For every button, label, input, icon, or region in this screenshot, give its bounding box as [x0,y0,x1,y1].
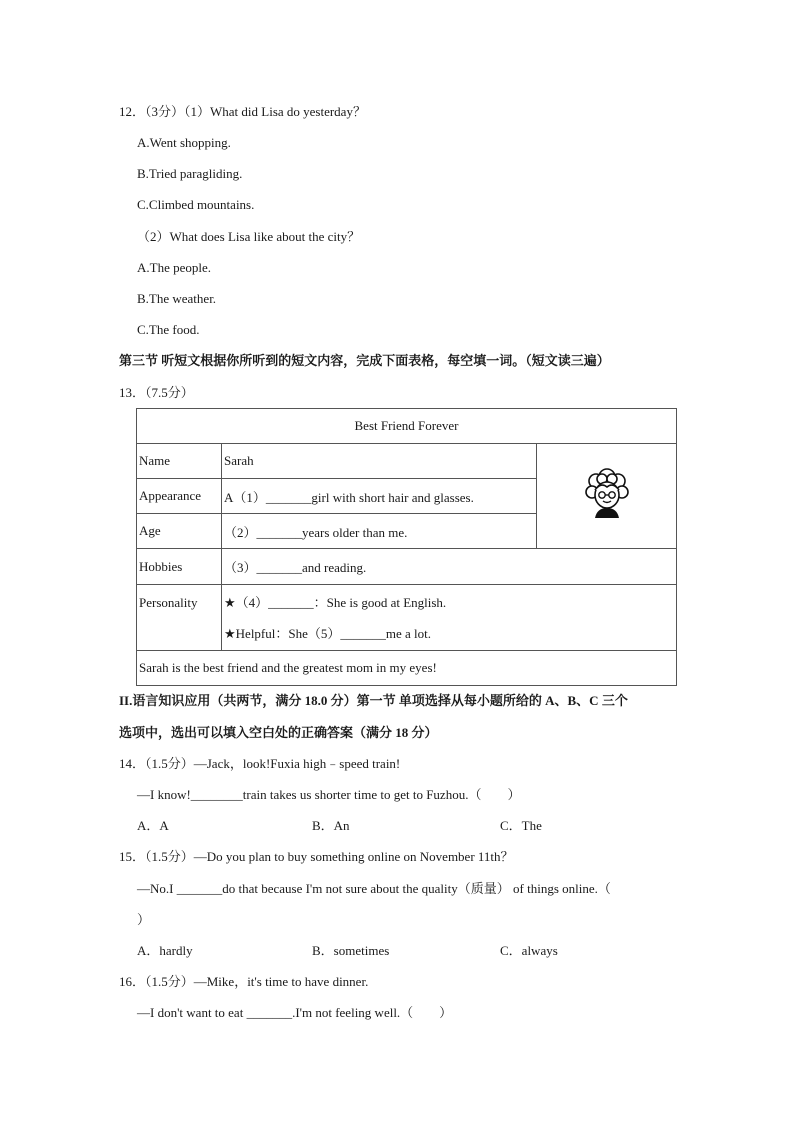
table-footer: Sarah is the best friend and the greatest mom in my eyes! [137,651,677,686]
portrait-cell [537,444,677,549]
q14-stem: 14．（1.5分）—Jack，look!Fuxia high﹣speed train! [119,756,401,771]
name-label: Name [137,444,222,479]
q14-line2: —I know!________train takes us shorter time to get to Fuzhou.（ ） [137,787,521,802]
q12-sub2-option-c: C.The food. [137,322,200,337]
name-value: Sarah [222,444,537,479]
section3-heading: 第三节 听短文根据你所听到的短文内容，完成下面表格，每空填一词。（短文读三遍） [119,353,610,368]
girl-portrait-icon [581,468,633,520]
personality-label: Personality [137,585,222,651]
appearance-label: Appearance [137,479,222,514]
section2-heading-line1: II.语言知识应用（共两节，满分 18.0 分）第一节 单项选择从每小题所给的 A、B、C 三个 [119,693,628,708]
q12-option-b: B.Tried paragliding. [137,166,243,181]
best-friend-table [136,408,677,686]
table-title: Best Friend Forever [137,409,677,444]
q16-stem: 16．（1.5分）—Mike，it's time to have dinner. [119,974,369,989]
q15-line2: —No.I _______do that because I'm not sure about the quality（质量） of things online.（ [137,881,611,896]
q12-option-c: C.Climbed mountains. [137,197,255,212]
q15-option-b: B．sometimes [312,943,390,958]
personality-line-1: ★（4）_______：She is good at English. [224,595,447,610]
q15-stem: 15．（1.5分）—Do you plan to buy something online on November 11th？ [119,849,514,864]
q12-stem: 12．（3分）（1）What did Lisa do yesterday？ [119,104,366,119]
q12-sub2-option-a: A.The people. [137,260,212,275]
q12-option-a: A.Went shopping. [137,135,231,150]
q15-option-a: A．hardly [137,943,193,958]
q15-line3: ） [137,912,151,927]
hobbies-label: Hobbies [137,549,222,585]
q14-option-a: A．A [137,818,169,833]
hobbies-value: （3）_______and reading. [222,549,677,585]
appearance-value: A（1）_______girl with short hair and glasses. [222,479,537,514]
section2-heading-line2: 选项中，选出可以填入空白处的正确答案（满分 18 分） [119,725,438,740]
q12-sub2-stem: （2）What does Lisa like about the city？ [137,229,361,244]
q14-option-b: B．An [312,818,350,833]
q13-stem: 13．（7.5分） [119,385,194,400]
q14-option-c: C．The [500,818,542,833]
q12-sub2-option-b: B.The weather. [137,291,217,306]
age-label: Age [137,514,222,549]
age-value: （2）_______years older than me. [222,514,537,549]
personality-line-2: ★Helpful：She（5）_______me a lot. [224,626,431,641]
q16-line2: —I don't want to eat _______.I'm not feeling well.（ ） [137,1005,453,1020]
q15-option-c: C．always [500,943,558,958]
